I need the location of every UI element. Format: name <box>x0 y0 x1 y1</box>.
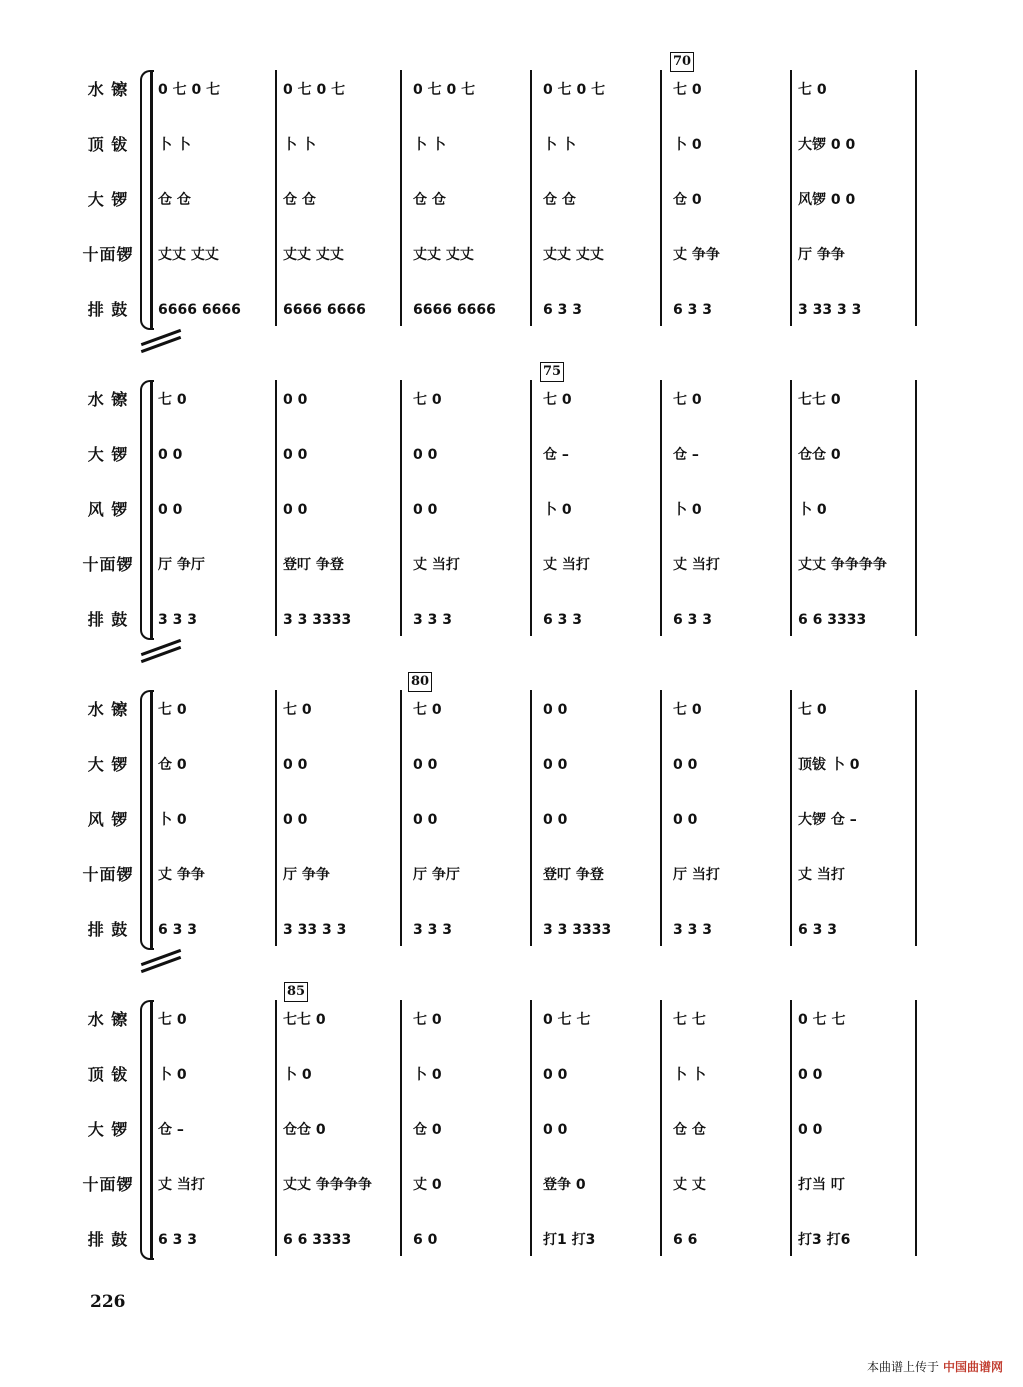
start-barline <box>150 1000 153 1260</box>
measure-cell: 七 0 <box>673 82 702 98</box>
barline <box>915 380 917 636</box>
measure-cell: 0 0 <box>413 812 438 828</box>
measure-cell: 3 33 3 3 <box>283 922 347 938</box>
measure-cell: 丈 丈 <box>673 1177 706 1193</box>
measure-cell: 0 0 <box>413 502 438 518</box>
measure-cell: 丈 当打 <box>413 557 460 573</box>
measure-cell: 卜 0 <box>673 502 702 518</box>
instrument-label: 排 鼓 <box>87 610 129 629</box>
instrument-label: 水 镲 <box>87 700 129 719</box>
measure-cell: 3 3 3333 <box>283 612 352 628</box>
measure-cell: 厅 争争 <box>798 247 845 263</box>
measure-cell: 0 0 <box>283 757 308 773</box>
measure-cell: 3 3 3333 <box>543 922 612 938</box>
measure-cell: 6666 6666 <box>413 302 496 318</box>
start-barline <box>150 380 153 640</box>
measure-cell: 0 七 0 七 <box>413 82 476 98</box>
instrument-label: 顶 钹 <box>87 135 129 154</box>
measure-cell: 仓 – <box>673 447 699 463</box>
measure-cell: 0 0 <box>798 1067 823 1083</box>
measure-cell: 仓 0 <box>413 1122 442 1138</box>
measure-cell: 3 33 3 3 <box>798 302 862 318</box>
instrument-label: 水 镲 <box>87 80 129 99</box>
measure-cell: 七 0 <box>413 1012 442 1028</box>
measure-cell: 卜 卜 <box>673 1067 706 1083</box>
measure-cell: 0 0 <box>283 447 308 463</box>
measure-cell: 七 0 <box>283 702 312 718</box>
measure-cell: 丈丈 丈丈 <box>413 247 474 263</box>
measure-cell: 丈 争争 <box>158 867 205 883</box>
instrument-label: 排 鼓 <box>87 1230 129 1249</box>
measure-cell: 0 0 <box>543 702 568 718</box>
rehearsal-mark: 75 <box>540 362 564 382</box>
measure-cell: 0 0 <box>283 392 308 408</box>
measure-cell: 风锣 0 0 <box>798 192 856 208</box>
measure-cell: 七七 0 <box>798 392 841 408</box>
measure-cell: 6 6 3333 <box>798 612 867 628</box>
measure-cell: 七 0 <box>673 392 702 408</box>
rehearsal-mark: 70 <box>670 52 694 72</box>
barline <box>275 70 277 326</box>
barline <box>275 690 277 946</box>
barline <box>530 380 532 636</box>
measure-cell: 6 0 <box>413 1232 438 1248</box>
measure-cell: 仓 – <box>158 1122 184 1138</box>
barline <box>400 690 402 946</box>
barline <box>660 1000 662 1256</box>
measure-cell: 大锣 仓 – <box>798 812 857 828</box>
measure-cell: 6666 6666 <box>283 302 366 318</box>
barline <box>400 70 402 326</box>
measure-cell: 0 0 <box>798 1122 823 1138</box>
barline <box>790 70 792 326</box>
measure-cell: 仓 仓 <box>283 192 316 208</box>
instrument-label: 十面锣 <box>82 1175 134 1194</box>
measure-cell: 七七 0 <box>283 1012 326 1028</box>
measure-cell: 丈 争争 <box>673 247 720 263</box>
measure-cell: 卜 0 <box>158 812 187 828</box>
measure-cell: 6 3 3 <box>158 922 197 938</box>
measure-cell: 仓 0 <box>158 757 187 773</box>
barline <box>915 690 917 946</box>
rehearsal-mark: 80 <box>408 672 432 692</box>
footer-brand: 中国曲谱网 <box>942 1360 1003 1374</box>
measure-cell: 登叮 争登 <box>283 557 344 573</box>
measure-cell: 0 0 <box>413 447 438 463</box>
measure-cell: 0 0 <box>543 757 568 773</box>
measure-cell: 3 3 3 <box>413 612 452 628</box>
instrument-label: 大 锣 <box>87 755 129 774</box>
measure-cell: 仓仓 0 <box>798 447 841 463</box>
system-break-mark <box>140 644 180 658</box>
start-barline <box>150 70 153 330</box>
barline <box>400 1000 402 1256</box>
measure-cell: 丈丈 丈丈 <box>283 247 344 263</box>
measure-cell: 丈 当打 <box>673 557 720 573</box>
measure-cell: 6 3 3 <box>673 612 712 628</box>
measure-cell: 卜 卜 <box>413 137 446 153</box>
system-break-mark <box>140 954 180 968</box>
barline <box>790 690 792 946</box>
measure-cell: 仓 – <box>543 447 569 463</box>
measure-cell: 0 0 <box>283 502 308 518</box>
measure-cell: 3 3 3 <box>413 922 452 938</box>
barline <box>660 380 662 636</box>
measure-cell: 七 七 <box>673 1012 706 1028</box>
system-break-mark <box>140 334 180 348</box>
measure-cell: 0 0 <box>283 812 308 828</box>
measure-cell: 七 0 <box>158 392 187 408</box>
measure-cell: 登争 0 <box>543 1177 586 1193</box>
instrument-label: 水 镲 <box>87 390 129 409</box>
measure-cell: 卜 卜 <box>283 137 316 153</box>
measure-cell: 七 0 <box>158 1012 187 1028</box>
measure-cell: 丈 0 <box>413 1177 442 1193</box>
barline <box>915 1000 917 1256</box>
barline <box>275 380 277 636</box>
instrument-label: 风 锣 <box>87 500 129 519</box>
instrument-label: 大 锣 <box>87 190 129 209</box>
barline <box>660 70 662 326</box>
measure-cell: 大锣 0 0 <box>798 137 856 153</box>
measure-cell: 0 七 七 <box>798 1012 846 1028</box>
measure-cell: 6 3 3 <box>543 302 582 318</box>
measure-cell: 丈 当打 <box>798 867 845 883</box>
measure-cell: 七 0 <box>798 702 827 718</box>
barline <box>915 70 917 326</box>
measure-cell: 丈丈 丈丈 <box>543 247 604 263</box>
measure-cell: 七 0 <box>413 392 442 408</box>
page-number: 226 <box>90 1292 126 1312</box>
measure-cell: 0 0 <box>413 757 438 773</box>
measure-cell: 0 0 <box>158 502 183 518</box>
measure-cell: 卜 卜 <box>543 137 576 153</box>
instrument-label: 十面锣 <box>82 555 134 574</box>
barline <box>530 690 532 946</box>
measure-cell: 登叮 争登 <box>543 867 604 883</box>
measure-cell: 厅 争厅 <box>413 867 460 883</box>
measure-cell: 丈 当打 <box>158 1177 205 1193</box>
measure-cell: 3 3 3 <box>673 922 712 938</box>
measure-cell: 打1 打3 <box>543 1232 596 1248</box>
measure-cell: 0 0 <box>673 812 698 828</box>
measure-cell: 6 3 3 <box>673 302 712 318</box>
measure-cell: 丈丈 丈丈 <box>158 247 219 263</box>
measure-cell: 卜 0 <box>673 137 702 153</box>
measure-cell: 七 0 <box>543 392 572 408</box>
measure-cell: 厅 争争 <box>283 867 330 883</box>
rehearsal-mark: 85 <box>284 982 308 1002</box>
measure-cell: 丈 当打 <box>543 557 590 573</box>
measure-cell: 6 3 3 <box>543 612 582 628</box>
measure-cell: 卜 0 <box>283 1067 312 1083</box>
measure-cell: 0 0 <box>543 1067 568 1083</box>
measure-cell: 6666 6666 <box>158 302 241 318</box>
measure-cell: 仓仓 0 <box>283 1122 326 1138</box>
barline <box>275 1000 277 1256</box>
barline <box>790 380 792 636</box>
measure-cell: 仓 仓 <box>158 192 191 208</box>
measure-cell: 3 3 3 <box>158 612 197 628</box>
measure-cell: 丈丈 争争争争 <box>798 557 887 573</box>
instrument-label: 水 镲 <box>87 1010 129 1029</box>
measure-cell: 0 0 <box>543 1122 568 1138</box>
measure-cell: 顶钹 卜 0 <box>798 757 860 773</box>
instrument-label: 大 锣 <box>87 445 129 464</box>
instrument-label: 十面锣 <box>82 865 134 884</box>
measure-cell: 七 0 <box>673 702 702 718</box>
measure-cell: 厅 争厅 <box>158 557 205 573</box>
measure-cell: 6 6 <box>673 1232 698 1248</box>
instrument-label: 风 锣 <box>87 810 129 829</box>
instrument-label: 十面锣 <box>82 245 134 264</box>
measure-cell: 卜 0 <box>543 502 572 518</box>
measure-cell: 0 七 0 七 <box>543 82 606 98</box>
measure-cell: 厅 当打 <box>673 867 720 883</box>
measure-cell: 0 0 <box>543 812 568 828</box>
measure-cell: 0 七 七 <box>543 1012 591 1028</box>
barline <box>790 1000 792 1256</box>
measure-cell: 6 3 3 <box>798 922 837 938</box>
instrument-label: 排 鼓 <box>87 920 129 939</box>
instrument-label: 大 锣 <box>87 1120 129 1139</box>
start-barline <box>150 690 153 950</box>
measure-cell: 卜 0 <box>158 1067 187 1083</box>
instrument-label: 排 鼓 <box>87 300 129 319</box>
measure-cell: 卜 卜 <box>158 137 191 153</box>
barline <box>530 70 532 326</box>
barline <box>660 690 662 946</box>
measure-cell: 卜 0 <box>413 1067 442 1083</box>
measure-cell: 丈丈 争争争争 <box>283 1177 372 1193</box>
measure-cell: 七 0 <box>158 702 187 718</box>
measure-cell: 6 3 3 <box>158 1232 197 1248</box>
measure-cell: 6 6 3333 <box>283 1232 352 1248</box>
measure-cell: 七 0 <box>413 702 442 718</box>
barline <box>530 1000 532 1256</box>
measure-cell: 仓 0 <box>673 192 702 208</box>
measure-cell: 打3 打6 <box>798 1232 851 1248</box>
measure-cell: 七 0 <box>798 82 827 98</box>
measure-cell: 0 七 0 七 <box>158 82 221 98</box>
barline <box>400 380 402 636</box>
measure-cell: 0 0 <box>158 447 183 463</box>
measure-cell: 仓 仓 <box>543 192 576 208</box>
measure-cell: 仓 仓 <box>413 192 446 208</box>
measure-cell: 0 七 0 七 <box>283 82 346 98</box>
footer-text: 本曲谱上传于 <box>866 1360 939 1374</box>
measure-cell: 打当 叮 <box>798 1177 845 1193</box>
measure-cell: 卜 0 <box>798 502 827 518</box>
measure-cell: 0 0 <box>673 757 698 773</box>
measure-cell: 仓 仓 <box>673 1122 706 1138</box>
footer <box>867 1358 1003 1375</box>
instrument-label: 顶 钹 <box>87 1065 129 1084</box>
